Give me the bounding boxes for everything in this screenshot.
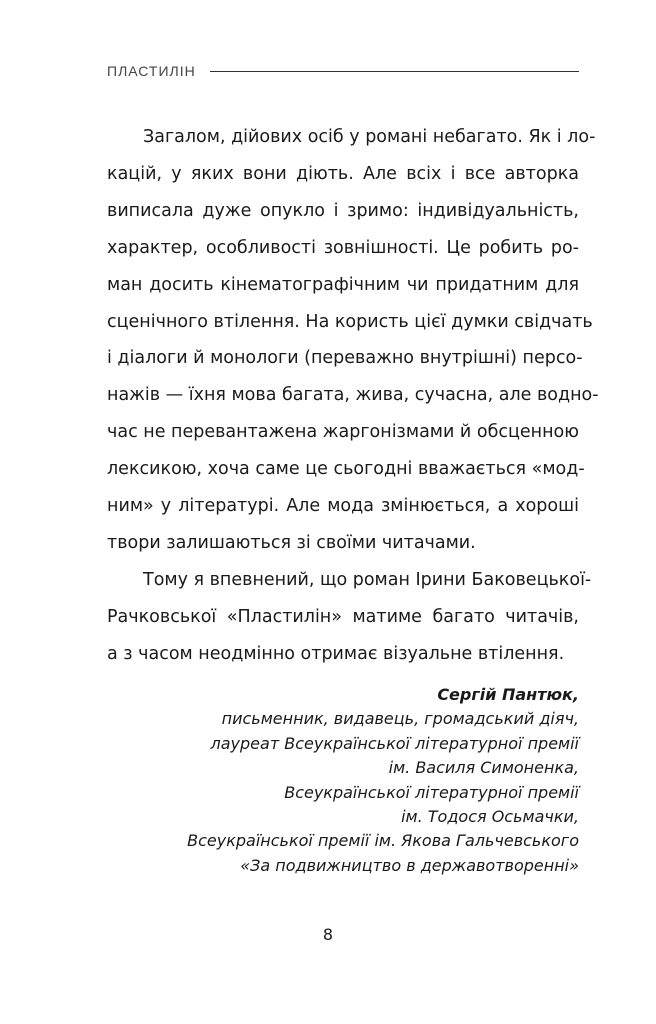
author-name: Сергій Пантюк,: [437, 685, 579, 704]
running-title: ПЛАСТИЛІН: [107, 63, 196, 79]
author-credential: ім. Василя Симоненка,: [388, 758, 579, 778]
text-line: а з часом неодмінно отримає візуальне втілення.: [107, 643, 565, 664]
text-line: твори залишаються зі своїми читачами.: [107, 532, 476, 553]
text-line: лексикою, хоча саме це сьогодні вважається «мод-: [107, 459, 585, 480]
author-credential: Всеукраїнської літературної премії: [284, 782, 579, 802]
author-credential: письменник, видавець, громадський діяч,: [221, 709, 579, 729]
text-line: ним» у літературі. Але мода змінюється, а хороші: [107, 496, 579, 517]
running-header: [107, 63, 579, 79]
text-line: кацій, у яких вони діють. Але всіх і все авторка: [107, 163, 579, 184]
author-credential: «За подвижництво в державотворенні»: [240, 855, 579, 875]
author-credential: Всеукраїнської премії ім. Якова Гальчевського: [187, 831, 579, 851]
author-credential: лауреат Всеукраїнської літературної премії: [210, 733, 579, 753]
text-line: ман досить кінематографічним чи придатним для: [107, 274, 579, 295]
paragraph-1: [107, 119, 599, 562]
text-line: Загалом, дійових осіб у романі небагато. Як і ло-: [143, 127, 596, 147]
signature-block: [187, 683, 579, 878]
text-line: характер, особливості зовнішності. Це робить ро-: [107, 237, 579, 258]
text-line: Рачковської «Пластилін» матиме багато читачів,: [107, 606, 579, 627]
text-line: виписала дуже опукло і зримо: індивідуальність,: [107, 200, 579, 221]
header-rule: [210, 71, 579, 72]
paragraph-2: [107, 562, 592, 673]
text-line: нажів — їхня мова багата, жива, сучасна, але водно-: [107, 385, 599, 406]
page-number: 8: [322, 925, 334, 944]
text-line: час не перевантажена жаргонізмами й обсценною: [107, 422, 579, 443]
author-credential: ім. Тодося Осьмачки,: [401, 807, 579, 827]
text-line: сценічного втілення. На користь цієї думки свідчать: [107, 311, 593, 332]
body-text: [107, 119, 599, 673]
text-line: і діалоги й монологи (переважно внутрішні) персо-: [107, 348, 583, 369]
text-line: Тому я впевнений, що роман Ірини Баковецької-: [143, 569, 592, 590]
